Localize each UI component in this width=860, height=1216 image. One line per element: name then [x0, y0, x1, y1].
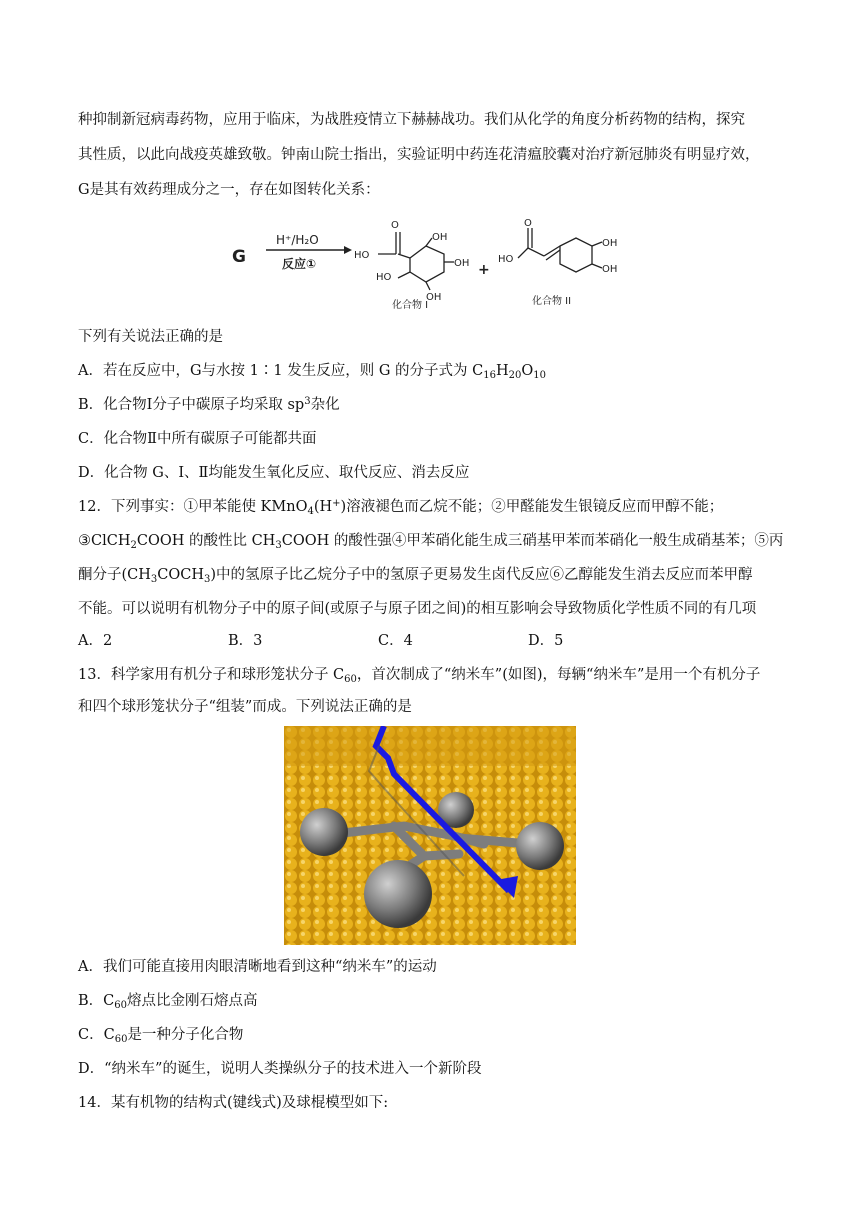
q11-intro-line-2: 其性质，以此向战疫英雄致敬。钟南山院士指出，实验证明中药连花清瘟胶囊对治疗新冠肺炎有明显疗效， [78, 147, 760, 163]
svg-text:HO: HO [376, 272, 392, 283]
q11-option-b: B．化合物Ⅰ分子中碳原子均采取 $sp^3$杂化 [78, 396, 340, 413]
q11-option-a: A．若在反应中，G与水按 1∶1 发生反应，则 G 的分子式为 $C_{16}H_{20}O_{10}$ [78, 363, 546, 381]
wheel-c60 [300, 808, 348, 856]
svg-text:OH: OH [602, 238, 618, 249]
q13-option-c: C．$C_{60}$是一种分子化合物 [78, 1027, 244, 1045]
svg-text:OH: OH [602, 264, 618, 275]
q12-option-a: A．2 [78, 633, 113, 649]
q12-option-b: B．3 [228, 633, 263, 649]
wheel-c60 [516, 822, 564, 870]
svg-text:O: O [524, 218, 532, 229]
q13-line-2: 和四个球形笼状分子“组装”而成。下列说法正确的是 [78, 699, 412, 715]
svg-text:HO: HO [498, 254, 514, 265]
q12-line-1: 12．下列事实：①甲苯能使 KMnO$_4$(H+)溶液褪色而乙烷不能；②甲醛能发生银镜反应而甲醇不能； [78, 498, 724, 517]
q12-option-d: D．5 [528, 633, 564, 649]
svg-text:O: O [391, 220, 399, 231]
q12-line-4: 不能。可以说明有机物分子中的原子间(或原子与原子团之间)的相互影响会导致物质化学性质不同的有几项 [78, 601, 757, 617]
scheme-plus: + [478, 262, 490, 278]
q12-line-3: 酮分子$(CH_3COCH_3)$中的氢原子比乙烷分子中的氢原子更易发生卤代反应⑥乙醇能发生消去反应而苯甲醇 [78, 567, 753, 585]
q13-line-1: 13．科学家用有机分子和球形笼状分子 $C_{60}$，首次制成了“纳米车”(如图)，每辆“纳米车”是用一个有机分子 [78, 667, 761, 685]
scheme-condition-top: H⁺/H₂O [276, 233, 319, 247]
q11-option-d: D．化合物 G、Ⅰ、Ⅱ均能发生氧化反应、取代反应、消去反应 [78, 465, 470, 481]
q11-intro-line-3: G是其有效药理成分之一，存在如图转化关系： [78, 182, 380, 198]
svg-text:OH: OH [426, 292, 442, 303]
nanocar-image [284, 726, 576, 945]
q12-options [78, 631, 678, 651]
q11-option-c: C．化合物Ⅱ中所有碳原子可能都共面 [78, 431, 317, 447]
q12-line-2: ③ClCH$_2$COOH 的酸性比 $CH_3COOH$ 的酸性强④甲苯硝化能生成三硝基甲苯而苯硝化一般生成硝基苯；⑤丙 [78, 533, 784, 551]
scheme-condition-bottom: 反应① [282, 257, 317, 271]
svg-text:OH: OH [454, 258, 470, 269]
q11-question: 下列有关说法正确的是 [78, 329, 223, 345]
compound-2-label: 化合物 II [532, 296, 572, 307]
reaction-scheme [226, 218, 642, 310]
q13-option-a: A．我们可能直接用肉眼清晰地看到这种“纳米车”的运动 [78, 959, 437, 975]
svg-text:HO: HO [354, 250, 370, 261]
q11-intro-line-1: 种抑制新冠病毒药物，应用于临床，为战胜疫情立下赫赫战功。我们从化学的角度分析药物的结构，探究 [78, 112, 745, 128]
q12-option-c: C．4 [378, 633, 413, 649]
scheme-reactant-g: G [232, 247, 246, 267]
wheel-c60 [364, 860, 432, 928]
scheme-arrowhead [344, 246, 352, 254]
q13-option-d: D．“纳米车”的诞生，说明人类操纵分子的技术进入一个新阶段 [78, 1061, 482, 1077]
q13-option-b: B．$C_{60}$熔点比金刚石熔点高 [78, 993, 258, 1011]
compound-2-structure [518, 228, 602, 272]
svg-text:OH: OH [432, 232, 448, 243]
q14-stem: 14．某有机物的结构式(键线式)及球棍模型如下: [78, 1095, 389, 1111]
compound-1-label: 化合物 I [392, 300, 429, 310]
